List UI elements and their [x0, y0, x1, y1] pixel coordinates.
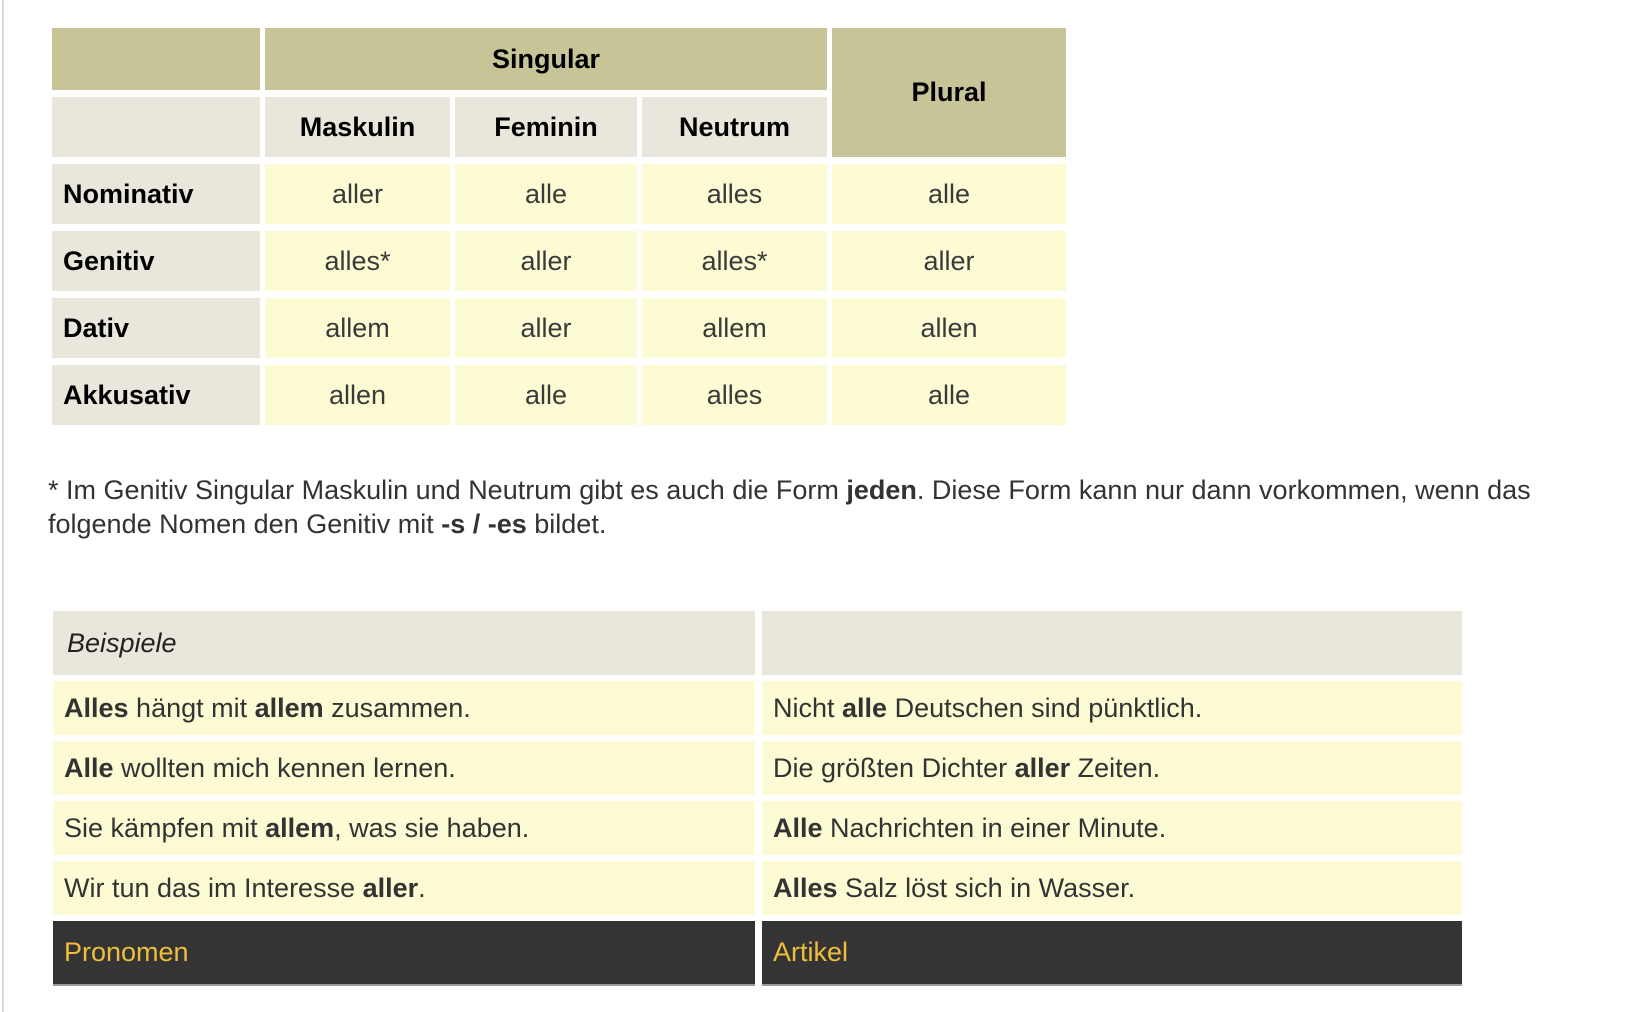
- declension-row-nominativ: [52, 164, 1066, 224]
- form-cell: allem: [642, 298, 827, 358]
- case-header: Akkusativ: [52, 365, 260, 425]
- form-cell: allen: [832, 298, 1066, 358]
- declension-table: [47, 21, 1071, 432]
- example-cell: Wir tun das im Interesse aller.: [53, 861, 755, 915]
- form-cell: alle: [455, 365, 637, 425]
- form-cell: aller: [455, 298, 637, 358]
- beispiele-header-spacer: [762, 611, 1462, 675]
- form-cell: aller: [265, 164, 450, 224]
- page-left-border: [2, 0, 4, 1012]
- gender-header-maskulin: Maskulin: [265, 97, 450, 157]
- example-cell: Alle Nachrichten in einer Minute.: [762, 801, 1462, 855]
- declension-row-dativ: [52, 298, 1066, 358]
- declension-header-row-1: [52, 28, 1066, 90]
- corner-cell: [52, 28, 260, 90]
- beispiele-header: Beispiele: [53, 611, 755, 675]
- example-cell: Nicht alle Deutschen sind pünktlich.: [762, 681, 1462, 735]
- pronomen-link[interactable]: Pronomen: [53, 921, 755, 986]
- examples-footer-row: [53, 921, 1462, 986]
- form-cell: alle: [832, 365, 1066, 425]
- form-cell: alles*: [265, 231, 450, 291]
- gender-header-feminin: Feminin: [455, 97, 637, 157]
- form-cell: alle: [455, 164, 637, 224]
- example-cell: Die größten Dichter aller Zeiten.: [762, 741, 1462, 795]
- declension-row-genitiv: [52, 231, 1066, 291]
- example-cell: Alles Salz löst sich in Wasser.: [762, 861, 1462, 915]
- example-row: [53, 681, 1462, 735]
- example-row: [53, 861, 1462, 915]
- case-header: Dativ: [52, 298, 260, 358]
- form-cell: alles: [642, 365, 827, 425]
- genitiv-footnote: * Im Genitiv Singular Maskulin und Neutrum gibt es auch die Form jeden. Diese Form kann nur dann vorkommen, wenn das folgende Nomen den Genitiv mit -s / -es bildet.: [48, 475, 1531, 539]
- case-header: Nominativ: [52, 164, 260, 224]
- example-row: [53, 741, 1462, 795]
- form-cell: alles: [642, 164, 827, 224]
- form-cell: alle: [832, 164, 1066, 224]
- examples-table: [46, 605, 1469, 992]
- gender-header-neutrum: Neutrum: [642, 97, 827, 157]
- example-cell: Alles hängt mit allem zusammen.: [53, 681, 755, 735]
- example-row: [53, 801, 1462, 855]
- form-cell: allen: [265, 365, 450, 425]
- empty-header-cell: [52, 97, 260, 157]
- form-cell: aller: [455, 231, 637, 291]
- form-cell: alles*: [642, 231, 827, 291]
- artikel-link[interactable]: Artikel: [762, 921, 1462, 986]
- plural-header: Plural: [832, 28, 1066, 157]
- form-cell: allem: [265, 298, 450, 358]
- example-cell: Alle wollten mich kennen lernen.: [53, 741, 755, 795]
- form-cell: aller: [832, 231, 1066, 291]
- singular-header: Singular: [265, 28, 827, 90]
- examples-header-row: [53, 611, 1462, 675]
- example-cell: Sie kämpfen mit allem, was sie haben.: [53, 801, 755, 855]
- declension-row-akkusativ: [52, 365, 1066, 425]
- case-header: Genitiv: [52, 231, 260, 291]
